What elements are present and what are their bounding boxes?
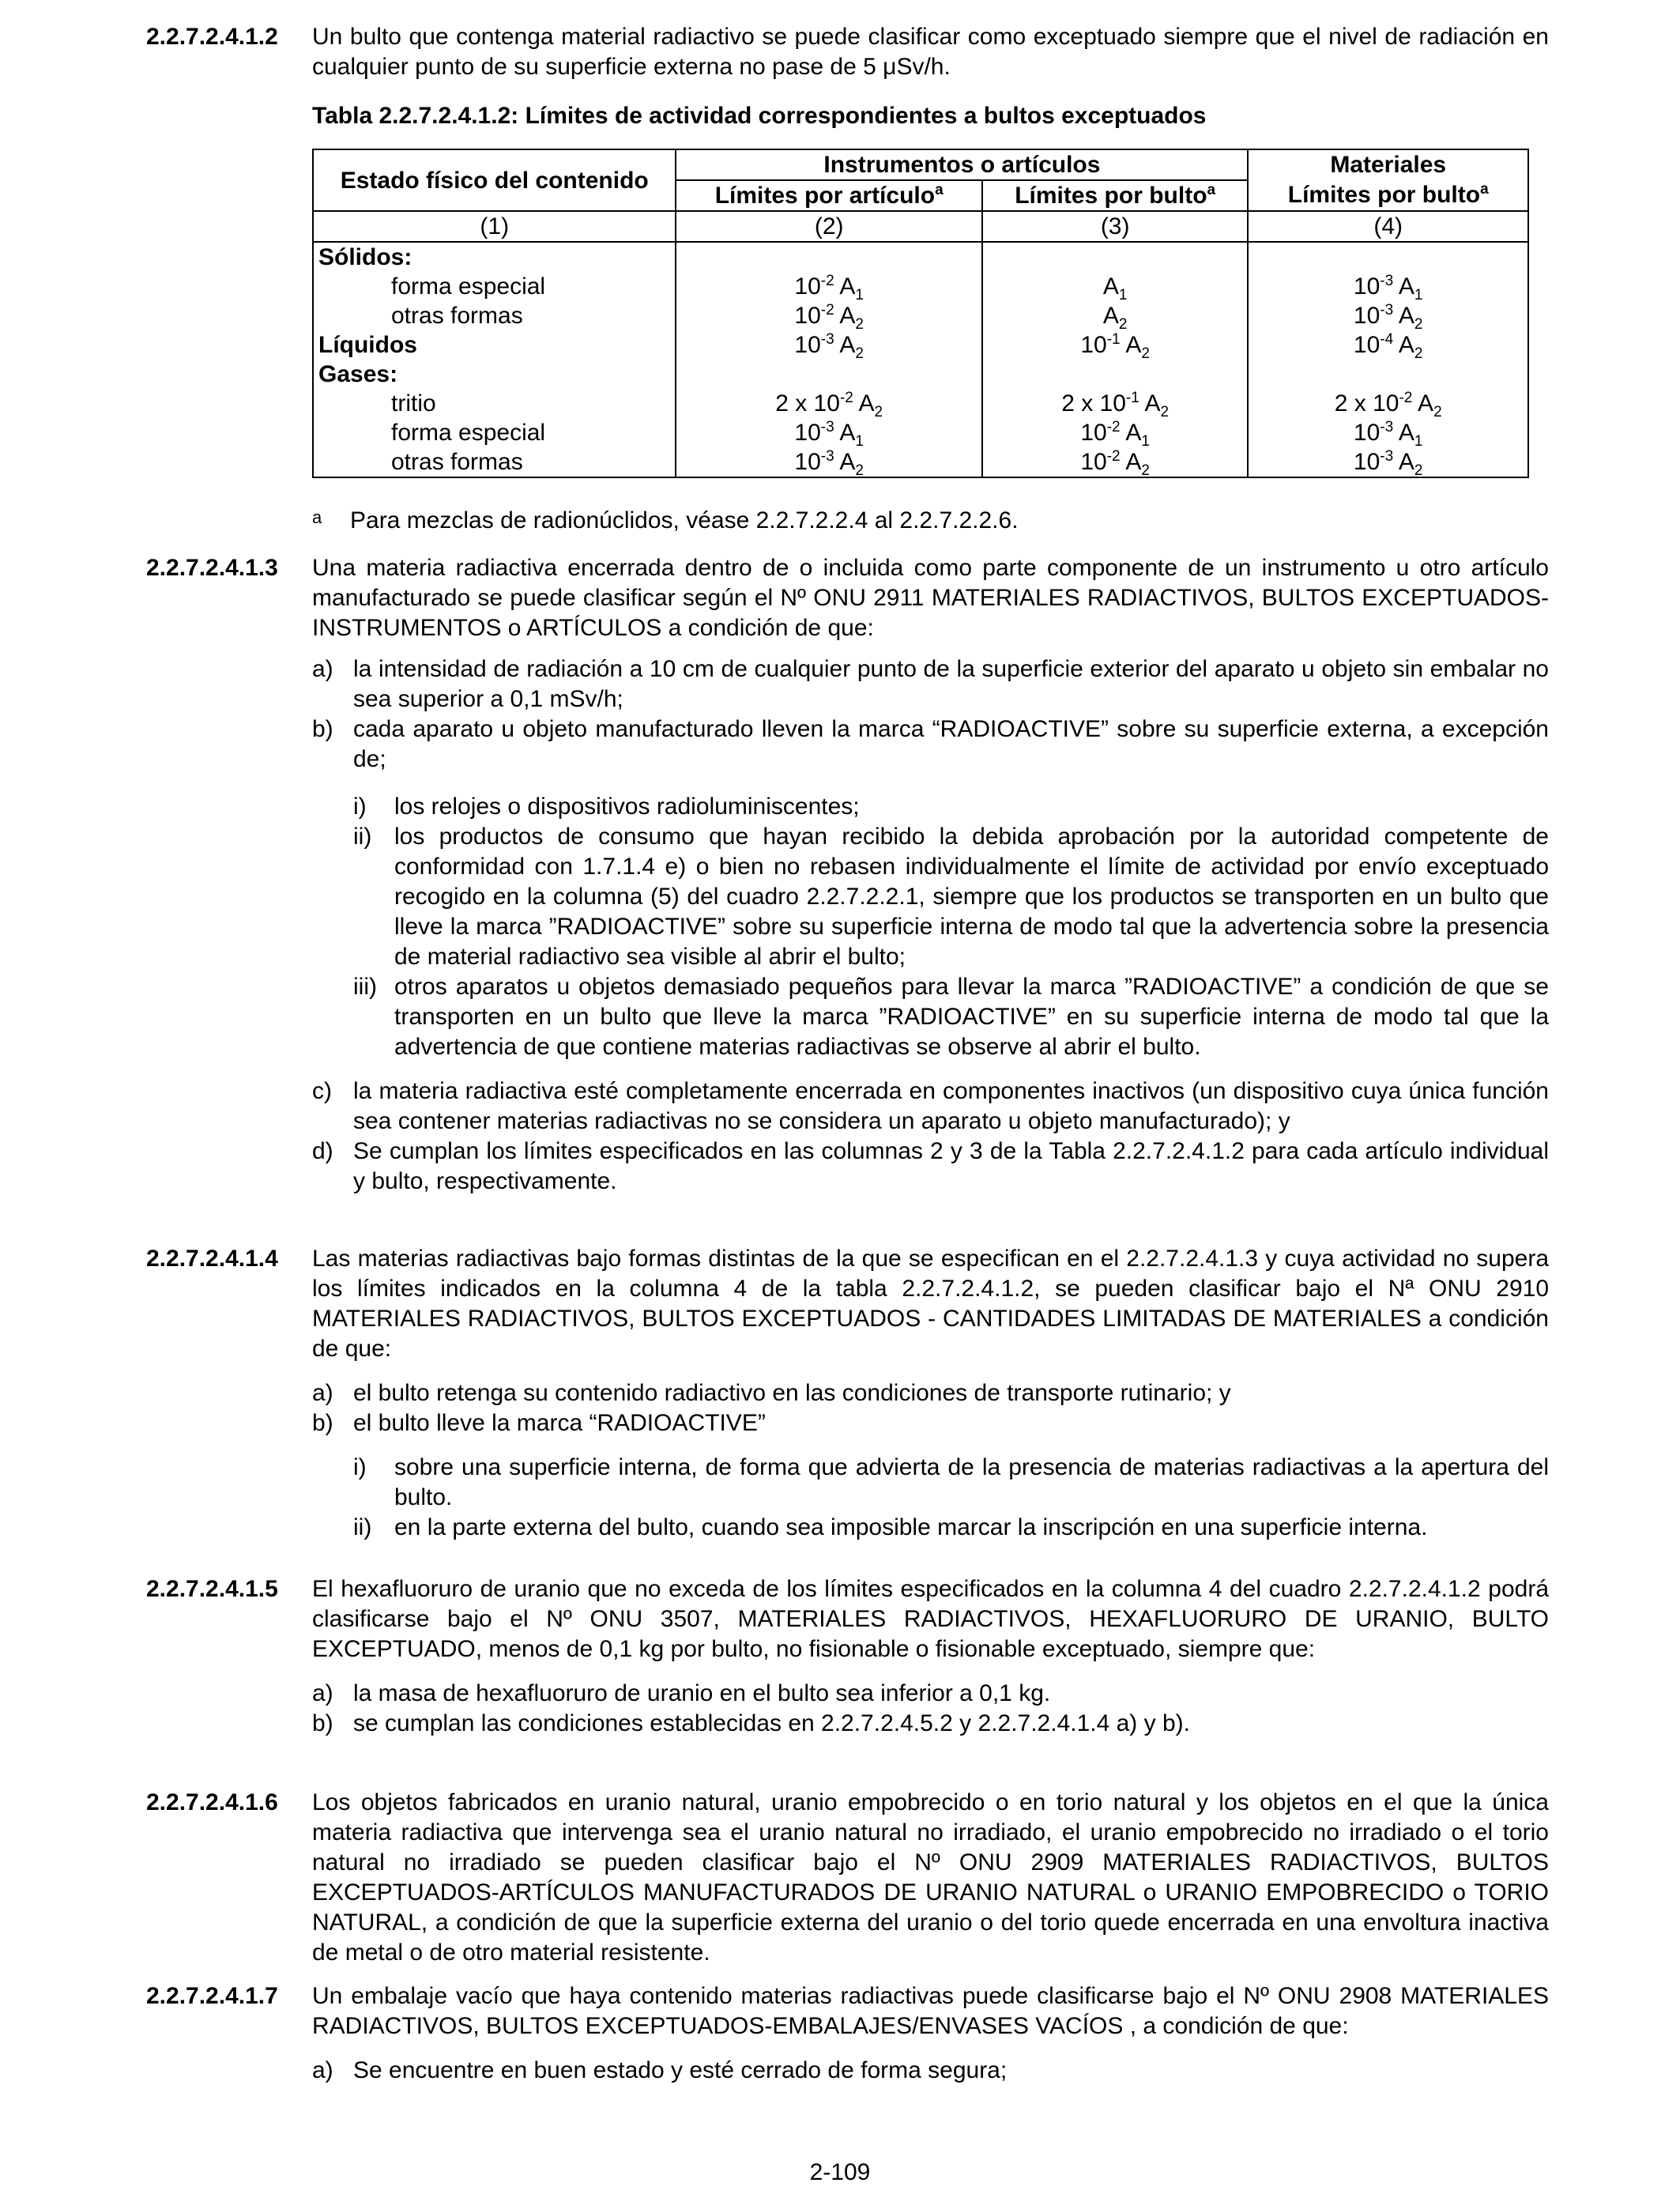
section-text: Un embalaje vacío que haya contenido materias radiactivas puede clasificarse bajo el Nº ONU 2908 MATERIALES RADIACTIVOS, BULTOS EXCEPTUADOS-EMBALAJES/ENVASES VACÍOS , a condición de que: (312, 1983, 1549, 2039)
cell-value: $10^{-3}$ $A_2$ (1353, 302, 1423, 333)
col2-values (676, 242, 981, 477)
page-number: 2-109 (809, 2159, 871, 2185)
cell-value: 2 x $10^{-2}$ $A_2$ (1334, 390, 1442, 420)
list-item: c) la materia radiactiva esté completamente encerrada en componentes inactivos (un dispositivo cuya única función sea contener materias radiactivas no se considera un aparato u objeto manufacturado); y (312, 1078, 1549, 1134)
list-item: a) Se encuentre en buen estado y esté cerrado de forma segura; (312, 2057, 1008, 2083)
cell-value: $10^{-3}$ $A_1$ (794, 419, 864, 450)
sub-list-item: i) los relojes o dispositivos radioluminiscentes; (353, 794, 860, 820)
footnote-text: Para mezclas de radionúclidos, véase 2.2.7.2.2.4 al 2.2.7.2.2.6. (350, 507, 1019, 533)
cell-value: $10^{-4}$ $A_2$ (1353, 331, 1423, 362)
section-2-2-7-2-4-1-2 (146, 22, 1549, 82)
section-text: Un bulto que contenga material radiactivo se puede clasificar como exceptuado siempre que el nivel de radiación en cualquier punto de su superficie externa no pase de 5 μSv/h. (312, 24, 1549, 80)
header-lim-bulto-materiales: Límites por bulto$^a$ (1248, 180, 1528, 211)
cell-value: $10^{-2}$ $A_2$ (794, 302, 864, 333)
col-number-1: (1) (313, 211, 676, 242)
section-number: 2.2.7.2.4.1.4 (146, 1246, 278, 1272)
sub-list-item: iii) otros aparatos u objetos demasiado pequeños para llevar la marca ”RADIOACTIVE” a condición de que se transporten en un bulto que lleve la marca ”RADIOACTIVE” en su superficie interna de modo tal que la advertencia de que contiene materias radiactivas se observe al abrir el bulto. (353, 974, 1549, 1060)
section-number: 2.2.7.2.4.1.3 (146, 555, 278, 581)
list-item: b) el bulto lleve la marca “RADIOACTIVE” (312, 1410, 766, 1436)
list-item: b) cada aparato u objeto manufacturado lleven la marca “RADIOACTIVE” sobre su superficie externa, a excepción de; (312, 716, 1549, 772)
list-item: b) se cumplan las condiciones establecidas en 2.2.7.2.4.5.2 y 2.2.7.2.4.1.4 a) y b). (312, 1710, 1190, 1736)
section-text: Las materias radiactivas bajo formas distintas de la que se especifican en el 2.2.7.2.4.1.3 y cuya actividad no supera los límites indicados en la columna 4 de la tabla 2.2.7.2.4.1.2, se pueden clasificar bajo el Nª ONU 2910 MATERIALES RADIACTIVOS, BULTOS EXCEPTUADOS - CANTIDADES LIMITADAS DE MATERIALES a condición de que: (312, 1246, 1549, 1362)
header-instrumentos: Instrumentos o artículos (676, 149, 1248, 180)
section-2-2-7-2-4-1-7 (146, 1981, 1549, 2086)
row-label: forma especial (391, 273, 546, 300)
row-label: forma especial (391, 420, 546, 446)
section-2-2-7-2-4-1-6 (146, 1788, 1549, 1968)
sub-list-item: ii) en la parte externa del bulto, cuando sea imposible marcar la inscripción en una superficie interna. (353, 1514, 1428, 1540)
list-item: a) el bulto retenga su contenido radiactivo en las condiciones de transporte rutinario; y (312, 1380, 1231, 1406)
row-label: otras formas (391, 303, 523, 329)
cell-value: $10^{-1}$ $A_2$ (1080, 331, 1150, 362)
header-lim-articulo: Límites por artículo$^a$ (676, 180, 981, 211)
sub-list-item: i) sobre una superficie interna, de forma que advierta de la presencia de materias radiactivas a la apertura del bulto. (353, 1454, 1549, 1510)
cell-value: 2 x $10^{-2}$ $A_2$ (775, 390, 883, 420)
list-item: a) la intensidad de radiación a 10 cm de cualquier punto de la superficie exterior del aparato u objeto sin embalar no sea superior a 0,1 mSv/h; (312, 656, 1549, 712)
footnote-mark: a (312, 507, 322, 527)
cell-value: $10^{-3}$ $A_2$ (794, 448, 864, 479)
activity-limits-table (312, 149, 1529, 478)
cell-value: $10^{-2}$ $A_2$ (1080, 448, 1150, 479)
table-row-labels (313, 242, 676, 477)
list-item: d) Se cumplan los límites especificados en las columnas 2 y 3 de la Tabla 2.2.7.2.4.1.2 para cada artículo individual y bulto, respectivamente. (312, 1138, 1549, 1194)
cell-value: $10^{-2}$ $A_1$ (794, 273, 864, 303)
list-item: a) la masa de hexafluoruro de uranio en el bulto sea inferior a 0,1 kg. (312, 1680, 1051, 1706)
row-label: tritio (391, 390, 436, 417)
row-label-gases: Gases: (318, 361, 398, 387)
header-estado: Estado físico del contenido (313, 149, 676, 211)
cell-value: $A_1$ (1102, 273, 1128, 303)
cell-value: 2 x $10^{-1}$ $A_2$ (1061, 390, 1170, 420)
section-text: Los objetos fabricados en uranio natural, uranio empobrecido o en torio natural y los objetos en el que la única materia radiactiva que intervenga sea el uranio natural no irradiado, el uranio empobrecido no irradiado o el torio natural no irradiado se pueden clasificar bajo el Nº ONU 2909 MATERIALES RADIACTIVOS, BULTOS EXCEPTUADOS-ARTÍCULOS MANUFACTURADOS DE URANIO NATURAL o URANIO EMPOBRECIDO o TORIO NATURAL, a condición de que la superficie externa del uranio o del torio quede encerrada en una envoltura inactiva de metal o de otro material resistente. (312, 1789, 1549, 1966)
cell-value: $10^{-2}$ $A_1$ (1080, 419, 1150, 450)
sub-list-item: ii) los productos de consumo que hayan recibido la debida aprobación por la autoridad competente de conformidad con 1.7.1.4 e) o bien no rebasen individualmente el límite de actividad por envío exceptuado recogido en la columna (5) del cuadro 2.2.7.2.2.1, siempre que los productos se transporten en un bulto que lleve la marca ”RADIOACTIVE” sobre su superficie interna de modo tal que la advertencia sobre la presencia de material radiactivo sea visible al abrir el bulto; (353, 824, 1549, 970)
section-text: Una materia radiactiva encerrada dentro de o incluida como parte componente de un instrumento u otro artículo manufacturado se puede clasificar según el Nº ONU 2911 MATERIALES RADIACTIVOS, BULTOS EXCEPTUADOS- INSTRUMENTOS o ARTÍCULOS a condición de que: (312, 555, 1549, 641)
cell-value: $10^{-3}$ $A_2$ (794, 331, 864, 362)
table-caption: Tabla 2.2.7.2.4.1.2: Límites de actividad correspondientes a bultos exceptuados (312, 103, 1207, 129)
section-number: 2.2.7.2.4.1.2 (146, 24, 278, 50)
cell-value: $10^{-3}$ $A_1$ (1353, 419, 1423, 450)
section-2-2-7-2-4-1-3 (146, 553, 1549, 1197)
row-label-solidos: Sólidos: (318, 244, 412, 270)
section-text: El hexafluoruro de uranio que no exceda de los límites especificados en la columna 4 del cuadro 2.2.7.2.4.1.2 podrá clasificarse bajo el Nº ONU 3507, MATERIALES RADIACTIVOS, HEXAFLUORURO DE URANIO, BULTO EXCEPTUADO, menos de 0,1 kg por bulto, no fisionable o fisionable exceptuado, siempre que: (312, 1576, 1549, 1662)
col-number-4: (4) (1248, 211, 1528, 242)
table-footnote (312, 506, 1019, 536)
col4-values (1248, 242, 1528, 477)
section-number: 2.2.7.2.4.1.5 (146, 1576, 278, 1602)
row-label-liquidos: Líquidos (318, 332, 417, 358)
header-lim-bulto: Límites por bulto$^a$ (982, 180, 1249, 211)
cell-value: $10^{-3}$ $A_1$ (1353, 273, 1423, 303)
col-number-2: (2) (676, 211, 981, 242)
cell-value: $10^{-3}$ $A_2$ (1353, 448, 1423, 479)
col-number-3: (3) (982, 211, 1249, 242)
section-2-2-7-2-4-1-4 (146, 1244, 1549, 1543)
header-materiales: Materiales (1248, 149, 1528, 180)
cell-value: $A_2$ (1102, 303, 1128, 333)
row-label: otras formas (391, 449, 523, 475)
section-number: 2.2.7.2.4.1.6 (146, 1789, 278, 1815)
section-number: 2.2.7.2.4.1.7 (146, 1983, 278, 2009)
section-2-2-7-2-4-1-5 (146, 1574, 1549, 1739)
col3-values (982, 242, 1249, 477)
